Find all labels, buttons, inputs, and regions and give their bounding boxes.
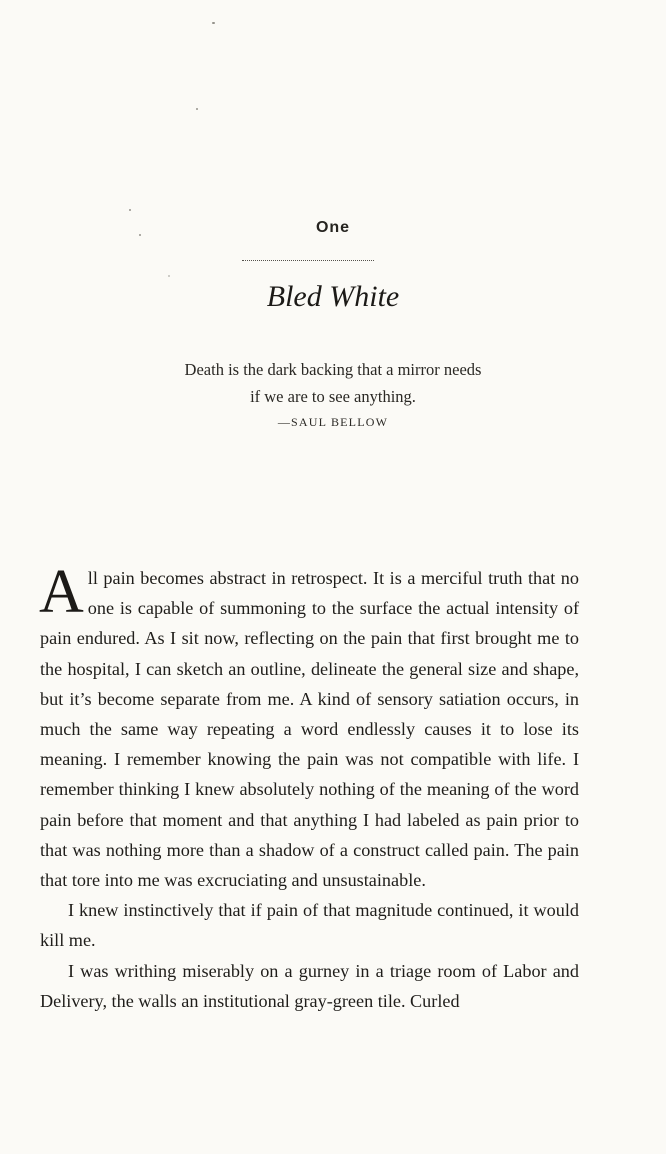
paragraph-3: I was writhing miserably on a gurney in a triage room of Labor and Delivery, the walls an institutional gray-green tile. Curled [40, 960, 579, 1011]
paper-speck [196, 108, 198, 110]
epigraph-attribution: —SAUL BELLOW [277, 415, 389, 429]
paragraph-2: I knew instinctively that if pain of that magnitude continued, it would kill me. [40, 900, 579, 951]
paper-speck [168, 275, 170, 277]
chapter-body [39, 558, 579, 1016]
chapter-number: One [315, 219, 351, 236]
epigraph-line-2: if we are to see anything. [250, 387, 416, 406]
paragraph-1 [39, 558, 579, 895]
paper-speck [129, 209, 131, 211]
chapter-divider [242, 260, 374, 261]
paper-speck [139, 234, 141, 236]
paper-speck [212, 22, 215, 24]
drop-cap: A [39, 558, 84, 626]
paragraph-1-text: ll pain becomes abstract in retrospect. It is a merciful truth that no one is capable of summoning to the surface the actual intensity of pain endured. As I sit now, reflecting on the pain that first brought me to the hospital, I can sketch an outline, delineate the general size and shape, but it’s become separate from me. A kind of sensory satiation occurs, in much the same way repeating a word endlessly causes it to lose its meaning. I remember knowing the pain was not compatible with life. I remember thinking I knew absolutely nothing of the meaning of the word pain before that moment and that anything I had labeled as pain prior to that was nothing more than a shadow of a construct called pain. The pain that tore into me was excruciating and unsustainable. [40, 568, 579, 891]
chapter-title: Bled White [266, 280, 400, 313]
epigraph [0, 356, 666, 432]
epigraph-line-1: Death is the dark backing that a mirror needs [184, 360, 482, 379]
